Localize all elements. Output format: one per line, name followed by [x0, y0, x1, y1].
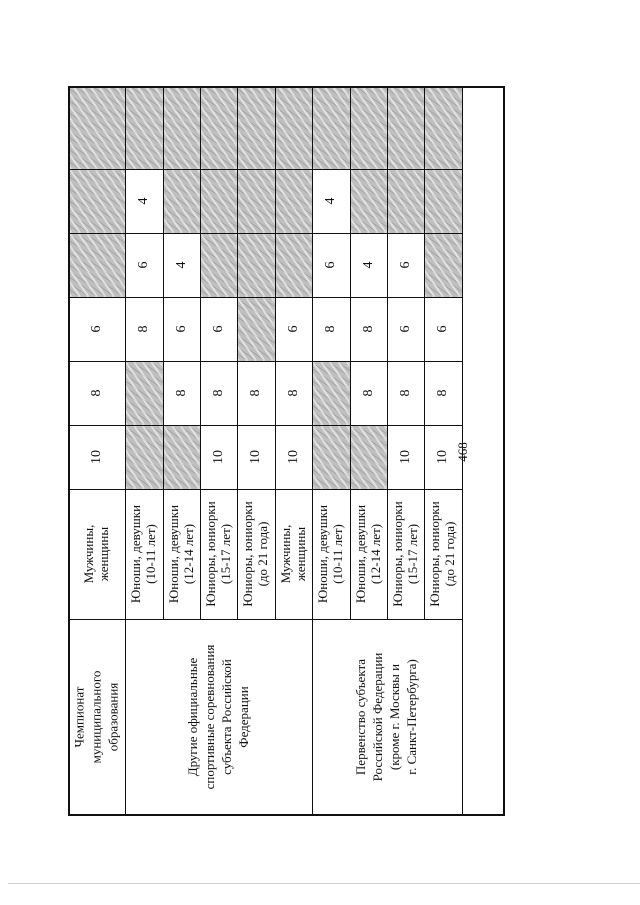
group-label: Мужчины, женщины [277, 524, 308, 584]
value-cell [163, 169, 200, 233]
category-cell [69, 619, 125, 815]
value-text: 8 [247, 389, 263, 397]
group-cell [424, 489, 462, 619]
group-label: Мужчины, женщины [81, 524, 112, 584]
value-cell [237, 297, 275, 361]
value-text: 6 [89, 325, 105, 333]
value-cell [200, 87, 237, 169]
value-text: 6 [322, 261, 338, 269]
value-cell [387, 169, 424, 233]
value-cell [200, 233, 237, 297]
value-cell [163, 297, 200, 361]
group-cell [387, 489, 424, 619]
value-cell [387, 425, 424, 489]
value-cell [237, 361, 275, 425]
value-cell [312, 87, 350, 169]
value-band-row [69, 361, 504, 425]
value-cell [387, 297, 424, 361]
value-cell [237, 169, 275, 233]
value-text: 8 [285, 389, 301, 397]
value-text: 8 [135, 325, 151, 333]
value-text: 10 [434, 450, 450, 464]
value-text: 8 [89, 389, 105, 397]
value-cell [200, 169, 237, 233]
value-cell [387, 361, 424, 425]
value-cell [125, 297, 163, 361]
value-cell [200, 361, 237, 425]
value-text: 8 [322, 325, 338, 333]
value-text: 6 [285, 325, 301, 333]
value-cell [275, 87, 312, 169]
category-label: Чемпионат муниципального образования [71, 670, 121, 764]
value-cell [237, 87, 275, 169]
value-cell [69, 361, 125, 425]
group-label: Юноши, девушки (10-11 лет) [315, 504, 345, 604]
value-text: 8 [210, 389, 226, 397]
value-cell [200, 425, 237, 489]
category-label: Другие официальные спортивные соревнования субъекта Российской Федерации [184, 644, 251, 790]
value-text: 10 [397, 450, 413, 464]
value-text: 10 [247, 450, 263, 464]
group-cell [163, 489, 200, 619]
value-text: 8 [434, 389, 450, 397]
category-cell [312, 619, 462, 815]
value-text: 8 [360, 325, 376, 333]
value-text: 10 [285, 450, 301, 464]
value-cell [163, 425, 200, 489]
category-cell [125, 619, 312, 815]
value-cell [312, 169, 350, 233]
value-cell [350, 233, 387, 297]
group-label: Юниоры, юниорки (15-17 лет) [202, 501, 233, 607]
value-cell [312, 233, 350, 297]
value-cell [350, 169, 387, 233]
value-cell [69, 87, 125, 169]
value-cell [69, 425, 125, 489]
score-table [68, 86, 505, 816]
page-bottom-rule [8, 883, 640, 884]
value-text: 4 [173, 261, 189, 269]
group-label: Юноши, девушки (12-14 лет) [352, 504, 383, 604]
group-label: Юноши, девушки (10-11 лет) [128, 504, 158, 604]
group-cell [350, 489, 387, 619]
group-cell [312, 489, 350, 619]
value-cell [275, 425, 312, 489]
value-text: 6 [434, 325, 450, 333]
value-cell [424, 425, 462, 489]
value-cell [350, 297, 387, 361]
value-cell [424, 169, 462, 233]
value-cell [237, 425, 275, 489]
value-cell [424, 87, 462, 169]
value-cell [69, 169, 125, 233]
value-cell [387, 233, 424, 297]
value-cell [163, 87, 200, 169]
value-cell [125, 425, 163, 489]
value-cell [163, 361, 200, 425]
value-cell [275, 169, 312, 233]
group-cell [237, 489, 275, 619]
value-band-row [69, 425, 504, 489]
value-text: 8 [360, 389, 376, 397]
value-band-row [69, 297, 504, 361]
value-cell [312, 297, 350, 361]
value-text: 4 [135, 197, 151, 205]
group-label: Юноши, девушки (12-14 лет) [165, 504, 196, 604]
value-cell [125, 361, 163, 425]
value-text: 10 [210, 450, 226, 464]
value-cell [200, 297, 237, 361]
group-label: Юниоры, юниорки (до 21 года) [240, 501, 270, 607]
value-cell [125, 87, 163, 169]
value-cell [350, 425, 387, 489]
group-cell [200, 489, 237, 619]
page-number: 468 [455, 442, 470, 462]
value-text: 4 [360, 261, 376, 269]
value-band-row [69, 233, 504, 297]
value-text: 6 [397, 261, 413, 269]
category-label: Первенство субъекта Российской Федерации (кроме г. Москвы и г. Санкт-Петербурга) [353, 652, 419, 782]
value-cell [275, 361, 312, 425]
value-text: 6 [173, 325, 189, 333]
value-cell [125, 233, 163, 297]
category-row [69, 619, 504, 815]
group-label: Юниоры, юниорки (15-17 лет) [389, 501, 420, 607]
group-label: Юниоры, юниорки (до 21 года) [427, 501, 457, 607]
value-cell [163, 233, 200, 297]
value-cell [387, 87, 424, 169]
value-text: 6 [397, 325, 413, 333]
value-text: 8 [173, 389, 189, 397]
value-cell [125, 169, 163, 233]
value-cell [69, 233, 125, 297]
value-cell [424, 233, 462, 297]
value-cell [350, 87, 387, 169]
value-cell [237, 233, 275, 297]
value-cell [350, 361, 387, 425]
value-cell [275, 297, 312, 361]
value-band-row [69, 169, 504, 233]
group-cell [275, 489, 312, 619]
value-cell [69, 297, 125, 361]
value-cell [275, 233, 312, 297]
group-cell [69, 489, 125, 619]
group-label-row [69, 489, 504, 619]
value-text: 6 [135, 261, 151, 269]
value-cell [312, 425, 350, 489]
group-cell [125, 489, 163, 619]
value-text: 6 [210, 325, 226, 333]
value-cell [424, 297, 462, 361]
value-cell [312, 361, 350, 425]
value-text: 10 [89, 450, 105, 464]
value-text: 8 [397, 389, 413, 397]
value-text: 4 [322, 197, 338, 205]
value-band-row [69, 87, 504, 169]
value-cell [424, 361, 462, 425]
